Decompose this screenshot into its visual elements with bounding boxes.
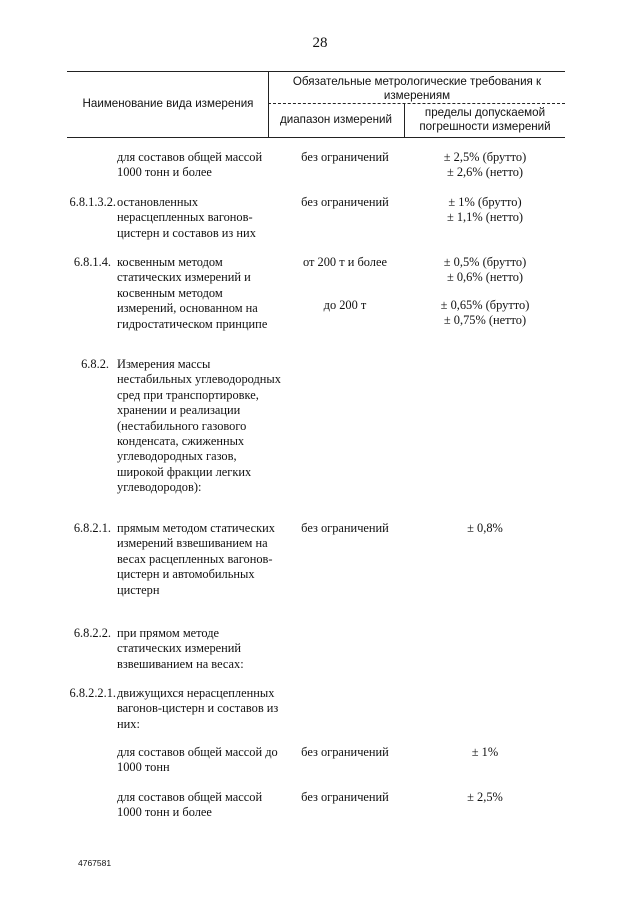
- row-range: без ограничений: [301, 150, 389, 164]
- row-number: 6.8.2.2.: [73, 626, 111, 640]
- row-range: без ограничений: [301, 790, 389, 804]
- row-name: Измерения массы нестабильных углеводородных сред при транспортировке, хранении и реализации (нестабильного газового конденсата, сжиженных углеводородных газов, широкой фракции легких углеводородов):: [117, 357, 281, 495]
- header-sub-rule: [268, 103, 565, 104]
- row-range: без ограничений: [301, 521, 389, 535]
- header-column-divider: [268, 71, 269, 137]
- row-name: прямым методом статических измерений взвешиванием на весах расцепленных вагонов-цистерн и автомобильных цистерн: [117, 521, 275, 597]
- row-name: для составов общей массой до 1000 тонн: [117, 745, 278, 775]
- row-tolerance: ± 0,65% (брутто): [440, 298, 530, 312]
- row-tolerance: ± 1,1% (нетто): [446, 210, 524, 224]
- header-col-tolerance: пределы допускаемой погрешности измерений: [419, 106, 551, 133]
- header-subcolumn-divider: [404, 103, 405, 137]
- row-tolerance: ± 2,5%: [467, 790, 503, 804]
- row-tolerance: ± 2,5% (брутто): [443, 150, 527, 164]
- header-bottom-rule: [67, 137, 565, 138]
- row-range: без ограничений: [301, 745, 389, 759]
- row-tolerance: ± 1% (брутто): [448, 195, 522, 209]
- row-tolerance: ± 0,75% (нетто): [443, 313, 527, 327]
- row-name: косвенным методом статических измерений и косвенным методом измерений, основанном на гидростатическом принципе: [117, 255, 268, 331]
- document-code: 4767581: [78, 858, 112, 868]
- row-tolerance: ± 1%: [471, 745, 499, 759]
- row-tolerance: ± 0,5% (брутто): [443, 255, 527, 269]
- row-range: до 200 т: [323, 298, 367, 312]
- row-name: для составов общей массой 1000 тонн и более: [117, 790, 263, 820]
- row-name: при прямом методе статических измерений взвешиванием на весах:: [117, 626, 244, 671]
- row-number: 6.8.1.3.2.: [69, 195, 116, 209]
- header-col-range: диапазон измерений: [279, 113, 392, 126]
- row-name: движущихся нерасцепленных вагонов-цистерн и составов из них:: [117, 686, 279, 731]
- row-number: 6.8.1.4.: [73, 255, 111, 269]
- row-number: 6.8.2.1.: [73, 521, 111, 535]
- row-tolerance: ± 0,6% (нетто): [446, 270, 524, 284]
- page-number: 28: [312, 35, 328, 51]
- row-range: без ограничений: [301, 195, 389, 209]
- header-col-requirements: Обязательные метрологические требования к измерениям: [292, 75, 542, 102]
- row-tolerance: ± 2,6% (нетто): [446, 165, 524, 179]
- row-name: для составов общей массой 1000 тонн и более: [117, 150, 263, 180]
- row-number: 6.8.2.2.1.: [69, 686, 116, 700]
- header-col-name: Наименование вида измерения: [82, 97, 254, 110]
- row-name: остановленных нерасцепленных вагонов-цистерн и составов из них: [117, 195, 256, 240]
- row-number: 6.8.2.: [81, 357, 109, 371]
- row-range: от 200 т и более: [303, 255, 387, 269]
- row-tolerance: ± 0,8%: [467, 521, 503, 535]
- header-top-rule: [67, 71, 565, 72]
